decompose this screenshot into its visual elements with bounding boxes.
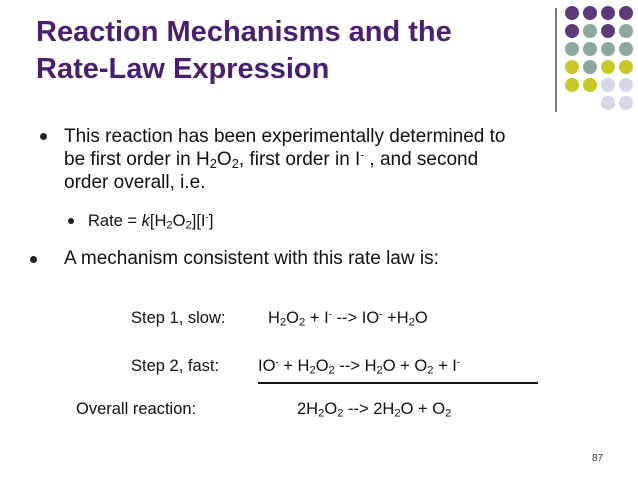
page-number: 87 bbox=[592, 453, 604, 464]
dot bbox=[619, 42, 633, 56]
dot bbox=[619, 96, 633, 110]
text-run: O bbox=[315, 357, 329, 375]
bullet-1-text bbox=[64, 125, 584, 194]
dot bbox=[601, 24, 615, 38]
dot bbox=[565, 6, 579, 20]
bullet-1-line-3: order overall, i.e. bbox=[64, 172, 206, 193]
text-run: O + O bbox=[382, 357, 428, 375]
text-run: + I bbox=[433, 357, 457, 375]
title-line-1: Reaction Mechanisms and the bbox=[36, 16, 452, 48]
dot bbox=[583, 78, 597, 92]
subscript: 2 bbox=[299, 316, 306, 329]
subscript: 2 bbox=[166, 219, 173, 232]
text-run: be first order in H bbox=[64, 149, 210, 170]
text-run: O bbox=[216, 149, 232, 170]
superscript: - bbox=[328, 309, 332, 321]
text-run: H bbox=[268, 309, 280, 327]
decorative-divider bbox=[555, 8, 557, 112]
dot bbox=[565, 60, 579, 74]
dot bbox=[601, 6, 615, 20]
rate-law bbox=[88, 210, 213, 233]
subscript: 2 bbox=[209, 155, 217, 171]
text-run: ] bbox=[208, 212, 214, 230]
text-run: , and second bbox=[364, 149, 479, 170]
text-run: + I bbox=[305, 309, 329, 327]
dot bbox=[601, 78, 615, 92]
text-run: , first order in I bbox=[238, 149, 361, 170]
dot bbox=[583, 24, 597, 38]
dot bbox=[619, 24, 633, 38]
bullet-2-text: A mechanism consistent with this rate law is: bbox=[64, 248, 439, 269]
text-run: O bbox=[414, 309, 428, 327]
text-run: [H bbox=[149, 212, 167, 230]
text-run: Rate = bbox=[88, 212, 142, 230]
subscript: 2 bbox=[376, 364, 383, 377]
sub-bullet-marker bbox=[68, 218, 74, 224]
text-run: --> H bbox=[334, 357, 377, 375]
overall-equation bbox=[297, 398, 451, 421]
dot bbox=[601, 60, 615, 74]
text-run: 2H bbox=[297, 400, 319, 418]
text-run: + H bbox=[278, 357, 310, 375]
dot bbox=[601, 42, 615, 56]
title-line-2: Rate-Law Expression bbox=[36, 53, 330, 85]
text-run: ][I bbox=[191, 212, 206, 230]
subscript: 2 bbox=[318, 407, 325, 420]
dot bbox=[583, 60, 597, 74]
bullet-2-marker bbox=[30, 256, 37, 263]
overall-label: Overall reaction: bbox=[76, 400, 197, 418]
step-1-equation bbox=[268, 307, 428, 330]
dot bbox=[601, 96, 615, 110]
text-run: +H bbox=[382, 309, 409, 327]
subscript: 2 bbox=[309, 364, 316, 377]
dot bbox=[619, 6, 633, 20]
subscript: 2 bbox=[427, 364, 434, 377]
rate-constant: k bbox=[141, 212, 150, 230]
text-run: O bbox=[286, 309, 300, 327]
text-run: O + O bbox=[400, 400, 446, 418]
bullet-1-line-2 bbox=[64, 148, 584, 171]
dot bbox=[583, 42, 597, 56]
dot bbox=[583, 6, 597, 20]
dot bbox=[565, 78, 579, 92]
superscript: - bbox=[275, 357, 279, 369]
text-run: --> 2H bbox=[343, 400, 395, 418]
subscript: 2 bbox=[231, 155, 239, 171]
dot bbox=[619, 78, 633, 92]
step-2-equation bbox=[258, 355, 460, 378]
superscript: - bbox=[360, 149, 365, 162]
subscript: 2 bbox=[279, 316, 287, 329]
superscript: - bbox=[205, 212, 209, 224]
subscript: 2 bbox=[408, 316, 415, 329]
subscript: 2 bbox=[328, 364, 335, 377]
text-run: O bbox=[324, 400, 338, 418]
subscript: 2 bbox=[337, 407, 344, 420]
step-1-label: Step 1, slow: bbox=[131, 309, 226, 327]
subscript: 2 bbox=[394, 407, 401, 420]
bullet-1-marker bbox=[40, 133, 47, 140]
dot bbox=[565, 42, 579, 56]
slide-title bbox=[36, 14, 556, 88]
text-run: --> IO bbox=[331, 309, 380, 327]
sum-line bbox=[258, 382, 538, 384]
bullet-1-line-1: This reaction has been experimentally determined to bbox=[64, 126, 506, 147]
subscript: 2 bbox=[185, 219, 192, 232]
dot bbox=[619, 60, 633, 74]
subscript: 2 bbox=[445, 407, 452, 420]
superscript: - bbox=[456, 357, 461, 369]
decorative-dot-grid bbox=[565, 6, 638, 106]
text-run: O bbox=[172, 212, 186, 230]
text-run: IO bbox=[258, 357, 276, 375]
dot bbox=[565, 24, 579, 38]
step-2-label: Step 2, fast: bbox=[131, 357, 220, 375]
superscript: - bbox=[379, 309, 383, 321]
